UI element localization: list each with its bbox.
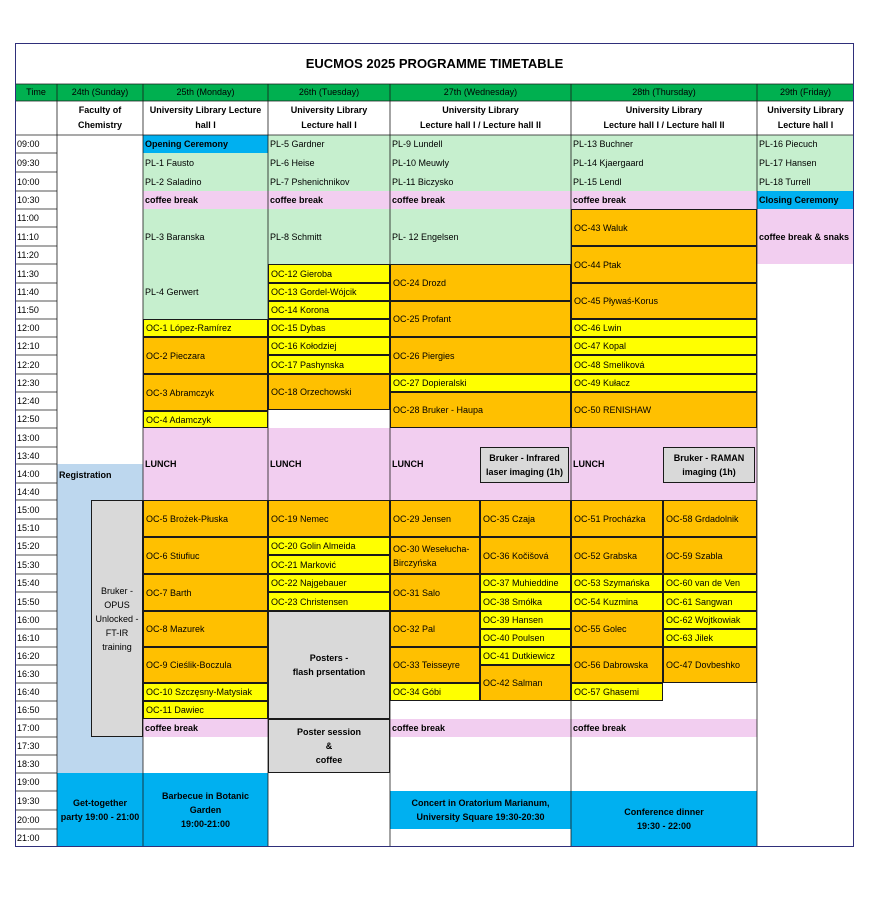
wed-oc42: OC-42 Salman: [480, 665, 571, 701]
thu-bruker-raman-imaging: Bruker - RAMAN imaging (1h): [663, 447, 755, 483]
tue-coffee-break: coffee break: [268, 191, 390, 209]
wed-oc40: OC-40 Poulsen: [480, 629, 571, 647]
tue-poster-session: Poster session & coffee: [268, 719, 390, 773]
thu-oc45: OC-45 Pływaś-Korus: [571, 283, 757, 319]
mon-coffee-break-2: coffee break: [143, 719, 268, 737]
wed-pl9: PL-9 Lundell: [390, 135, 571, 153]
tue-oc16: OC-16 Kołodziej: [268, 337, 390, 355]
thu-oc52: OC-52 Grabska: [571, 537, 663, 574]
thu-oc46: OC-46 Lwin: [571, 319, 757, 337]
tue-oc18: OC-18 Orzechowski: [268, 374, 390, 410]
time-slot-label: 15:10: [17, 523, 40, 533]
tue-oc17: OC-17 Pashynska: [268, 355, 390, 374]
thu-oc55: OC-55 Golec: [571, 611, 663, 647]
time-slot-label: 16:20: [17, 651, 40, 661]
day-header-wednesday: 27th (Wednesday): [443, 87, 518, 97]
thu-oc53: OC-53 Szymańska: [571, 574, 663, 592]
sunday-registration: Registration: [57, 464, 143, 773]
mon-oc2: OC-2 Pieczara: [143, 337, 268, 374]
time-slot-label: 18:30: [17, 759, 40, 769]
time-slot-label: 12:40: [17, 396, 40, 406]
time-slot-label: 09:00: [17, 139, 40, 149]
time-slot-label: 16:30: [17, 669, 40, 679]
time-slot-label: 10:00: [17, 176, 40, 187]
tue-oc13: OC-13 Gordel-Wójcik: [268, 283, 390, 301]
mon-oc8: OC-8 Mazurek: [143, 611, 268, 647]
wed-oc38: OC-38 Smółka: [480, 592, 571, 611]
fri-coffee-break-snacks: coffee break & snaks: [757, 209, 854, 264]
programme-timetable: [15, 43, 854, 847]
wed-lunch: LUNCH: [390, 428, 571, 500]
tue-oc23: OC-23 Christensen: [268, 592, 390, 611]
thu-oc58: OC-58 Grdadolnik: [663, 500, 757, 537]
time-slot-label: 21:00: [17, 833, 40, 843]
wed-oc34: OC-34 Góbi: [390, 683, 480, 701]
mon-oc10: OC-10 Szczęsny-Matysiak: [143, 683, 268, 701]
mon-pl4: PL-4 Gerwert: [143, 264, 268, 319]
wed-oc39: OC-39 Hansen: [480, 611, 571, 629]
wed-concert: Concert in Oratorium Marianum, University Square 19:30-20:30: [390, 791, 571, 829]
wed-oc26: OC-26 Piergies: [390, 337, 571, 374]
tue-pl7: PL-7 Pshenichnikov: [268, 172, 390, 191]
mon-barbecue: Barbecue in Botanic Garden 19:00-21:00: [143, 773, 268, 847]
mon-pl2: PL-2 Saladino: [143, 172, 268, 191]
time-slot-label: 20:00: [17, 814, 40, 825]
wed-oc24: OC-24 Drozd: [390, 264, 571, 301]
thu-oc51: OC-51 Procházka: [571, 500, 663, 537]
venue-sunday: Faculty of Chemistry: [77, 105, 122, 130]
venue-monday: University Library Lecture hall I: [149, 105, 262, 130]
time-slot-label: 12:00: [17, 323, 40, 333]
fri-closing-ceremony: Closing Ceremony: [757, 191, 854, 209]
time-slot-label: 12:20: [17, 359, 40, 370]
time-slot-label: 11:00: [17, 213, 39, 223]
thu-oc47: OC-47 Kopal: [571, 337, 757, 355]
mon-pl3: PL-3 Baranska: [143, 209, 268, 264]
thu-oc57: OC-57 Ghasemi: [571, 683, 663, 701]
mon-oc4: OC-4 Adamczyk: [143, 411, 268, 428]
tue-lunch: LUNCH: [268, 428, 390, 500]
wed-oc25: OC-25 Profant: [390, 301, 571, 337]
thu-oc50: OC-50 RENISHAW: [571, 392, 757, 428]
sunday-bruker-opus-label: Bruker - OPUS Unlocked - FT-IR training: [95, 585, 139, 652]
time-slot-label: 16:40: [17, 687, 40, 697]
time-slot-label: 11:30: [17, 268, 39, 279]
wed-coffee-break: coffee break: [390, 191, 571, 209]
wed-bruker-infrared-imaging: Bruker - Infrared laser imaging (1h): [480, 447, 569, 483]
time-slot-label: 09:30: [17, 157, 40, 168]
thu-pl15: PL-15 Lendl: [571, 172, 757, 191]
time-slot-label: 13:00: [17, 432, 40, 443]
mon-oc9: OC-9 Cieślik-Boczula: [143, 647, 268, 683]
time-slot-label: 15:40: [17, 578, 40, 588]
thu-oc61: OC-61 Sangwan: [663, 592, 757, 611]
time-slot-label: 14:40: [17, 486, 40, 497]
wed-oc29: OC-29 Jensen: [390, 500, 480, 537]
time-slot-label: 17:30: [17, 741, 40, 751]
sunday-bruker-opus-training: [91, 500, 143, 737]
time-slot-label: 11:20: [17, 250, 39, 260]
mon-oc3: OC-3 Abramczyk: [143, 374, 268, 411]
tue-pl6: PL-6 Heise: [268, 153, 390, 172]
time-slot-label: 13:40: [17, 450, 40, 461]
tue-oc12: OC-12 Gieroba: [268, 264, 390, 283]
mon-lunch: LUNCH: [143, 428, 268, 500]
wed-pl10: PL-10 Meuwly: [390, 153, 571, 172]
mon-oc11: OC-11 Dawiec: [143, 701, 268, 719]
thu-oc44: OC-44 Ptak: [571, 246, 757, 283]
time-slot-label: 15:00: [17, 504, 40, 515]
venue-friday: University Library Lecture hall I: [767, 105, 844, 130]
thu-oc56: OC-56 Dabrowska: [571, 647, 663, 683]
fri-pl16: PL-16 Piecuch: [757, 135, 854, 153]
time-slot-label: 16:00: [17, 615, 40, 625]
time-slot-label: 12:10: [17, 341, 40, 351]
wed-oc33: OC-33 Teisseyre: [390, 647, 480, 683]
mon-oc6: OC-6 Stiufiuc: [143, 537, 268, 574]
thu-oc62: OC-62 Wojtkowiak: [663, 611, 757, 629]
wed-oc41: OC-41 Dutkiewicz: [480, 647, 571, 665]
thu-oc49: OC-49 Kułacz: [571, 374, 757, 392]
fri-pl18: PL-18 Turrell: [757, 172, 854, 191]
day-header-time: Time: [26, 87, 46, 97]
time-slot-label: 14:00: [17, 468, 40, 479]
time-slot-label: 16:10: [17, 633, 40, 643]
tue-posters-flash: Posters - flash prsentation: [268, 611, 390, 719]
timetable-title: EUCMOS 2025 PROGRAMME TIMETABLE: [305, 56, 564, 71]
venue-tuesday: University Library Lecture hall I: [290, 105, 368, 130]
time-slot-label: 11:50: [17, 305, 39, 315]
mon-oc1: OC-1 López-Ramírez: [143, 319, 268, 337]
wed-pl11: PL-11 Biczysko: [390, 172, 571, 191]
time-slot-label: 11:10: [17, 231, 39, 242]
thu-oc48: OC-48 Smeliková: [571, 355, 757, 374]
wed-oc35: OC-35 Czaja: [480, 500, 571, 537]
mon-opening-ceremony: Opening Ceremony: [143, 135, 268, 153]
time-slot-label: 15:50: [17, 596, 40, 607]
tue-pl8: PL-8 Schmitt: [268, 209, 390, 264]
wed-pl12: PL- 12 Engelsen: [390, 209, 571, 264]
tue-oc14: OC-14 Korona: [268, 301, 390, 319]
thu-oc47-dovbeshko: OC-47 Dovbeshko: [663, 647, 757, 683]
time-slot-label: 19:30: [17, 795, 40, 806]
wed-oc31: OC-31 Salo: [390, 574, 480, 611]
sunday-get-together: Get-together party 19:00 - 21:00: [57, 773, 143, 847]
day-header-monday: 25th (Monday): [176, 87, 235, 97]
wed-oc32: OC-32 Pal: [390, 611, 480, 647]
tue-oc15: OC-15 Dybas: [268, 319, 390, 337]
wed-oc37: OC-37 Muhieddine: [480, 574, 571, 592]
time-slot-label: 12:50: [17, 414, 40, 424]
wed-coffee-break-2: coffee break: [390, 719, 571, 737]
time-slot-label: 11:40: [17, 287, 39, 297]
wed-oc30: OC-30 Wesełucha- Birczyńska: [390, 537, 480, 574]
tue-oc20: OC-20 Golin Almeida: [268, 537, 390, 555]
time-slot-label: 12:30: [17, 378, 40, 388]
thu-pl14: PL-14 Kjaergaard: [571, 153, 757, 172]
time-slot-label: 17:00: [17, 723, 40, 733]
venue-wednesday: University Library Lecture hall I / Lecture hall II: [419, 105, 542, 130]
wed-oc27: OC-27 Dopieralski: [390, 374, 571, 392]
wed-oc28: OC-28 Bruker - Haupa: [390, 392, 571, 428]
venue-thursday: University Library Lecture hall I / Lecture hall II: [603, 105, 725, 130]
mon-coffee-break: coffee break: [143, 191, 268, 209]
time-slot-label: 19:00: [17, 777, 40, 787]
thu-lunch: LUNCH: [571, 428, 757, 500]
mon-oc5: OC-5 Brożek-Płuska: [143, 500, 268, 537]
mon-oc7: OC-7 Barth: [143, 574, 268, 611]
thu-coffee-break: coffee break: [571, 191, 757, 209]
day-header-thursday: 28th (Thursday): [632, 87, 696, 97]
tue-oc21: OC-21 Marković: [268, 555, 390, 574]
thu-pl13: PL-13 Buchner: [571, 135, 757, 153]
thu-oc43: OC-43 Waluk: [571, 209, 757, 246]
day-header-friday: 29th (Friday): [779, 87, 832, 97]
thu-oc59: OC-59 Szabla: [663, 537, 757, 574]
time-slot-label: 10:30: [17, 195, 40, 205]
time-slot-label: 16:50: [17, 705, 40, 715]
mon-pl1: PL-1 Fausto: [143, 153, 268, 172]
day-header-tuesday: 26th (Tuesday): [298, 87, 360, 97]
time-slot-label: 15:30: [17, 559, 40, 570]
thu-coffee-break-2: coffee break: [571, 719, 757, 737]
thu-oc54: OC-54 Kuzmina: [571, 592, 663, 611]
tue-oc19: OC-19 Nemec: [268, 500, 390, 537]
tue-pl5: PL-5 Gardner: [268, 135, 390, 153]
tue-oc22: OC-22 Najgebauer: [268, 574, 390, 592]
wed-oc36: OC-36 Kočišová: [480, 537, 571, 574]
fri-pl17: PL-17 Hansen: [757, 153, 854, 172]
thu-oc63: OC-63 Jilek: [663, 629, 757, 647]
thu-conference-dinner: Conference dinner 19:30 - 22:00: [571, 791, 757, 847]
day-header-sunday: 24th (Sunday): [71, 87, 129, 97]
time-slot-label: 15:20: [17, 541, 40, 551]
thu-oc60: OC-60 van de Ven: [663, 574, 757, 592]
